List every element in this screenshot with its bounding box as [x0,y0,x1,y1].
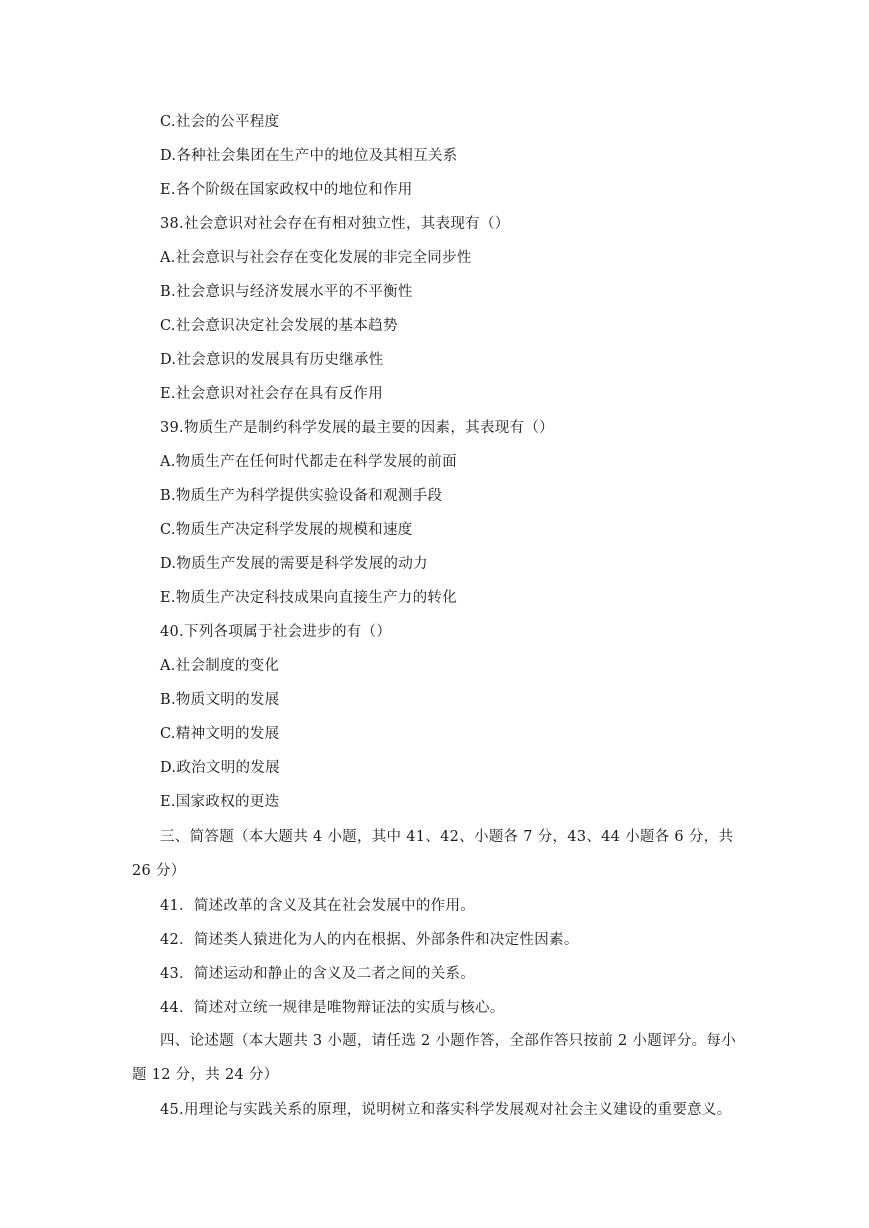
section-3-heading-text: 三、简答题（本大题共 4 小题，其中 41、42、小题各 7 分，43、44 小题各 6 分，共 26 分） [132,829,734,879]
question-40-option-b: B.物质文明的发展 [160,692,280,708]
question-41: 41．简述改革的含义及其在社会发展中的作用。 [160,898,476,914]
question-42: 42．简述类人猿进化为人的内在根据、外部条件和决定性因素。 [160,932,579,948]
question-45: 45.用理论与实践关系的原理，说明树立和落实科学发展观对社会主义建设的重要意义。 [160,1102,732,1118]
question-39-option-b: B.物质生产为科学提供实验设备和观测手段 [160,488,443,504]
question-44: 44．简述对立统一规律是唯物辩证法的实质与核心。 [160,1000,505,1016]
question-39-option-d: D.物质生产发展的需要是科学发展的动力 [160,556,428,572]
question-39-option-c: C.物质生产决定科学发展的规模和速度 [160,522,413,538]
question-40-option-a: A.社会制度的变化 [160,658,280,674]
question-40: 40.下列各项属于社会进步的有（） [160,624,392,640]
question-40-option-d: D.政治文明的发展 [160,760,280,776]
option-d-social-groups: D.各种社会集团在生产中的地位及其相互关系 [160,148,458,164]
question-40-option-c: C.精神文明的发展 [160,726,280,742]
question-38-option-a: A.社会意识与社会存在变化发展的非完全同步性 [160,250,472,266]
question-38-option-d: D.社会意识的发展具有历史继承性 [160,352,384,368]
question-39: 39.物质生产是制约科学发展的最主要的因素，其表现有（） [160,420,554,436]
section-4-heading-text: 四、论述题（本大题共 3 小题，请任选 2 小题作答，全部作答只按前 2 小题评分。每小题 12 分，共 24 分） [132,1033,737,1083]
question-38: 38.社会意识对社会存在有相对独立性，其表现有（） [160,216,510,232]
question-39-option-e: E.物质生产决定科技成果向直接生产力的转化 [160,590,457,606]
question-38-option-b: B.社会意识与经济发展水平的不平衡性 [160,284,413,300]
option-e-classes: E.各个阶级在国家政权中的地位和作用 [160,182,413,198]
question-43: 43．简述运动和静止的含义及二者之间的关系。 [160,966,476,982]
option-c-fairness: C.社会的公平程度 [160,114,280,130]
section-4-heading [132,1024,738,1092]
question-39-option-a: A.物质生产在任何时代都走在科学发展的前面 [160,454,457,470]
section-3-heading [132,820,738,888]
question-38-option-e: E.社会意识对社会存在具有反作用 [160,386,383,402]
question-40-option-e: E.国家政权的更迭 [160,794,280,810]
question-38-option-c: C.社会意识决定社会发展的基本趋势 [160,318,398,334]
